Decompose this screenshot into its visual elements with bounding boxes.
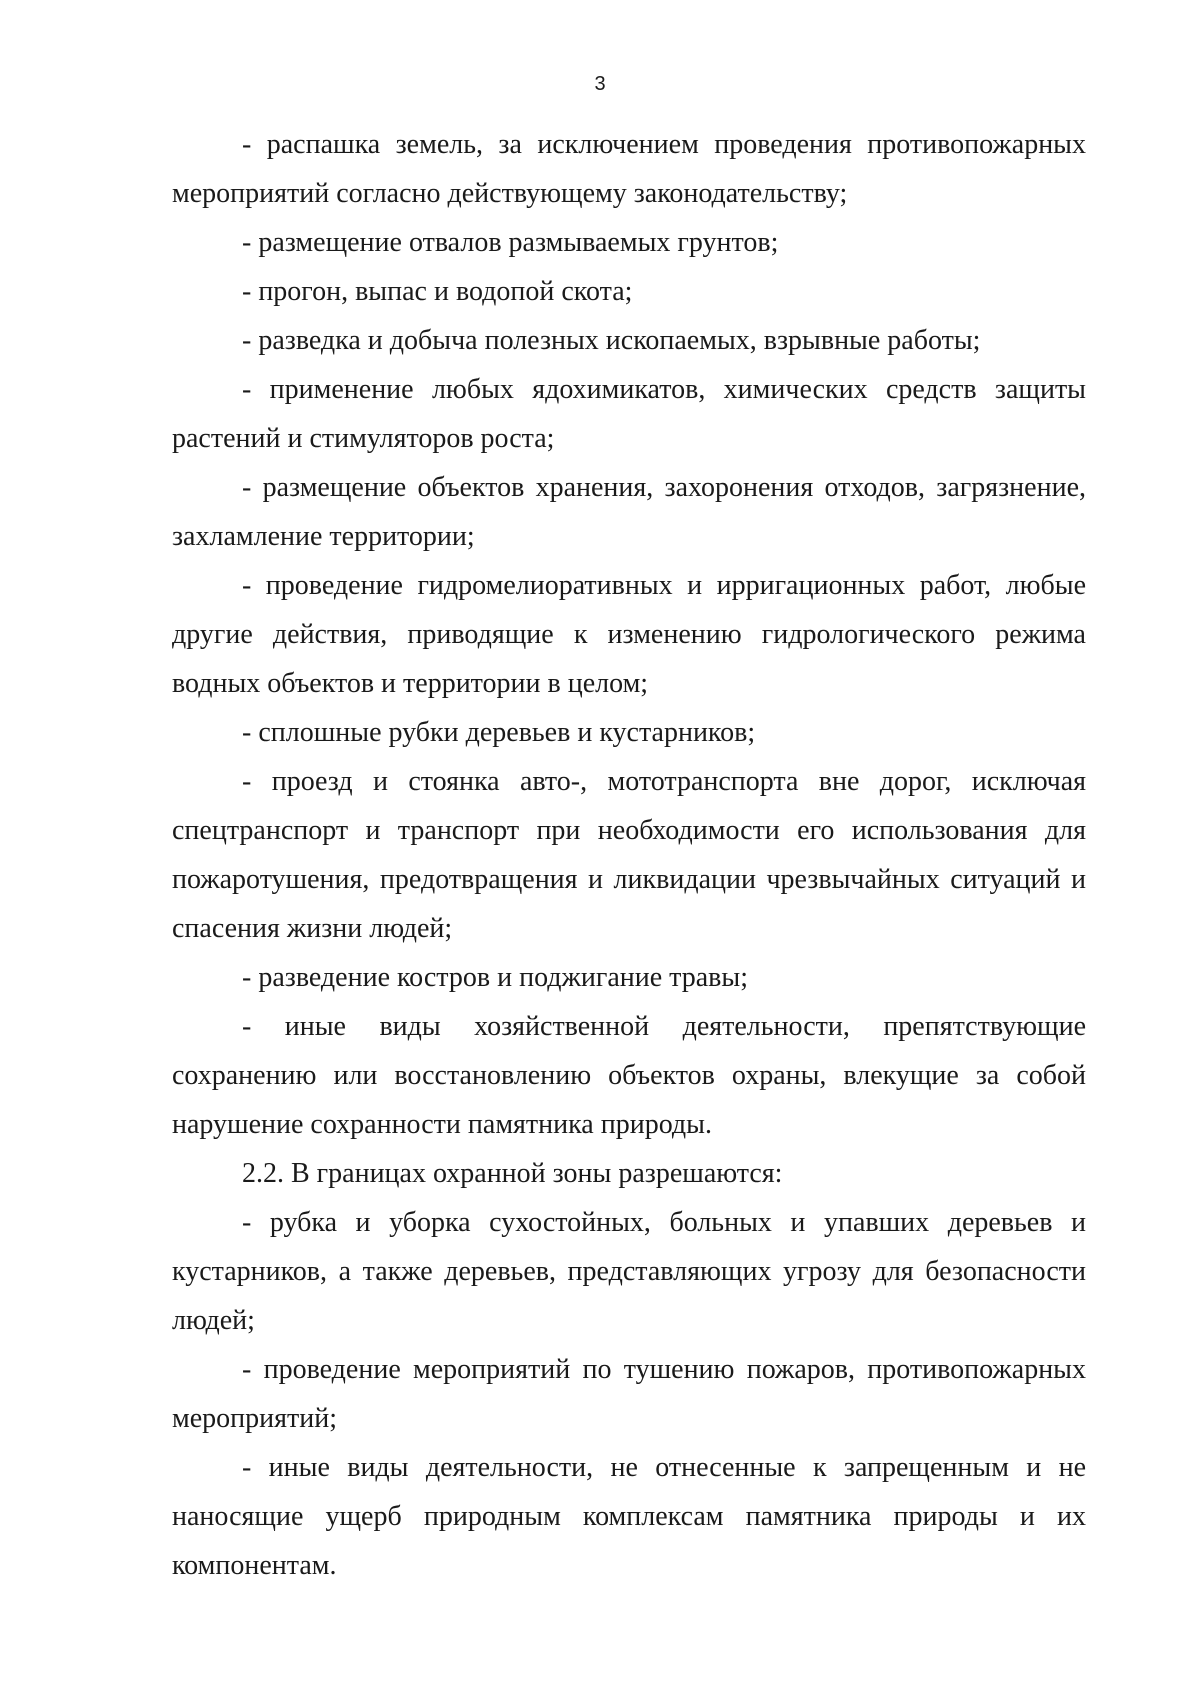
paragraph-item: - применение любых ядохимикатов, химических средств защиты растений и стимуляторов роста; bbox=[172, 374, 1086, 454]
paragraph-item: - разведение костров и поджигание травы; bbox=[242, 962, 748, 993]
paragraph-item: - рубка и уборка сухостойных, больных и упавших деревьев и кустарников, а также деревьев, представляющих угрозу для безопасности людей; bbox=[172, 1207, 1086, 1336]
paragraph-item: - размещение отвалов размываемых грунтов; bbox=[242, 227, 779, 258]
paragraph-item: - размещение объектов хранения, захоронения отходов, загрязнение, захламление территории; bbox=[172, 472, 1086, 552]
paragraph-item: - иные виды хозяйственной деятельности, препятствующие сохранению или восстановлению объектов охраны, влекущие за собой нарушение сохранности памятника природы. bbox=[172, 1011, 1086, 1140]
paragraph-item: - проведение мероприятий по тушению пожаров, противопожарных мероприятий; bbox=[172, 1354, 1086, 1434]
paragraph-item: - распашка земель, за исключением проведения противопожарных мероприятий согласно действующему законодательству; bbox=[172, 129, 1086, 209]
paragraph-item: - иные виды деятельности, не отнесенные к запрещенным и не наносящие ущерб природным комплексам памятника природы и их компонентам. bbox=[172, 1452, 1086, 1581]
document-body bbox=[172, 120, 1086, 1590]
paragraph-item: - проведение гидромелиоративных и ирригационных работ, любые другие действия, приводящие к изменению гидрологического режима водных объектов и территории в целом; bbox=[172, 570, 1086, 699]
paragraph-item: - прогон, выпас и водопой скота; bbox=[242, 276, 633, 307]
paragraph-item: - разведка и добыча полезных ископаемых, взрывные работы; bbox=[242, 325, 981, 356]
paragraph-item: - сплошные рубки деревьев и кустарников; bbox=[242, 717, 756, 748]
page-number: 3 bbox=[594, 73, 606, 95]
paragraph-item: - проезд и стоянка авто-, мототранспорта вне дорог, исключая спецтранспорт и транспорт при необходимости его использования для пожаротушения, предотвращения и ликвидации чрезвычайных ситуаций и спасения жизни людей; bbox=[172, 766, 1086, 944]
section-heading-2-2: 2.2. В границах охранной зоны разрешаются: bbox=[242, 1158, 783, 1189]
